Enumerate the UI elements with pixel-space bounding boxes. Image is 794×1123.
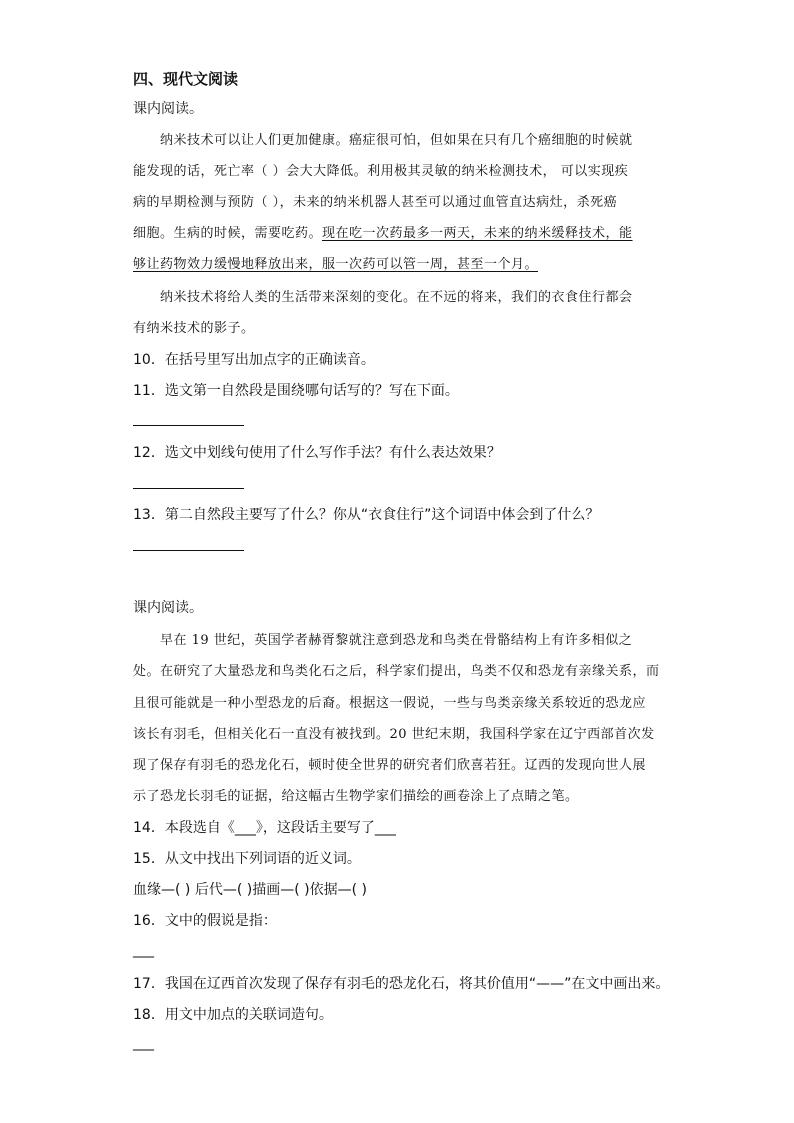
passage1-intro: 课内阅读。 — [133, 101, 203, 117]
passage2-line: 该长有羽毛，但相关化石一直没有被找到。20 世纪末期，我国科学家在辽宁西部首次发 — [133, 727, 655, 742]
passage1-line: 有纳米技术的影子。 — [133, 321, 255, 336]
underlined-sentence: 够让药物效力缓慢地释放出来，服一次药可以管一周，甚至一个月。 — [133, 257, 539, 272]
passage2-line: 示了恐龙长羽毛的证据，给这幅古生物学家们描绘的画卷涂上了点睛之笔。 — [133, 789, 579, 804]
passage1-line-plain: 细胞。生病的时候，需要吃药。 — [133, 226, 323, 241]
question-16: 16．文中的假说是指： — [133, 913, 277, 929]
passage1-line: 纳米技术可以让人们更加健康。癌症很可怕，但如果在只有几个癌细胞的时候就 — [160, 133, 633, 148]
section-heading: 四、现代文阅读 — [133, 70, 239, 88]
underlined-sentence: 现在吃一次药最多一两天，未来的纳米缓释技术，能 — [322, 226, 633, 241]
answer-blank-18[interactable]: ___ — [133, 1035, 154, 1051]
passage1-line: 能发现的话，死亡率（ ）会大大降低。利用极其灵敏的纳米检测技术， 可以实现疾 — [133, 164, 629, 179]
question-13: 13．第二自然段主要写了什么？你从“衣食住行”这个词语中体会到了什么？ — [133, 507, 600, 523]
question-11: 11．选文第一自然段是围绕哪句话写的？写在下面。 — [133, 383, 459, 399]
question-14: 14．本段选自《___》，这段话主要写了___ — [133, 820, 396, 836]
passage2-line: 现了保存有羽毛的恐龙化石，顿时使全世界的研究者们欣喜若狂。辽西的发现向世人展 — [133, 758, 647, 773]
question-18: 18．用文中加点的关联词造句。 — [133, 1007, 333, 1023]
answer-line-12[interactable] — [133, 488, 244, 489]
answer-line-11[interactable] — [133, 425, 244, 426]
passage1-line — [133, 222, 633, 241]
passage2-line: 处。在研究了大量恐龙和鸟类化石之后，科学家们提出，鸟类不仅和恐龙有亲缘关系，而 — [133, 664, 660, 679]
passage1-line: 纳米技术将给人类的生活带来深刻的变化。在不远的将来，我们的衣食住行都会 — [160, 290, 633, 305]
answer-line-13[interactable] — [133, 550, 244, 551]
question-10: 10．在括号里写出加点字的正确读音。 — [133, 352, 375, 368]
question-15: 15．从文中找出下列词语的近义词。 — [133, 851, 361, 867]
question-15-items: 血缘—( ) 后代—( )描画—( )依据—( ) — [133, 882, 367, 898]
passage2-line: 早在 19 世纪，英国学者赫胥黎就注意到恐龙和鸟类在骨骼结构上有许多相似之 — [160, 633, 633, 648]
passage1-line: 病的早期检测与预防（ ），未来的纳米机器人甚至可以通过血管直达病灶，杀死癌 — [133, 195, 618, 210]
passage2-intro: 课内阅读。 — [133, 600, 203, 616]
question-12: 12．选文中划线句使用了什么写作手法？有什么表达效果？ — [133, 445, 501, 461]
question-17: 17．我国在辽西首次发现了保存有羽毛的恐龙化石，将其价值用“——”在文中画出来。 — [133, 976, 670, 992]
answer-blank-16[interactable]: ___ — [133, 942, 154, 958]
passage2-line: 且很可能就是一种小型恐龙的后裔。根据这一假说，一些与鸟类亲缘关系较近的恐龙应 — [133, 696, 647, 711]
